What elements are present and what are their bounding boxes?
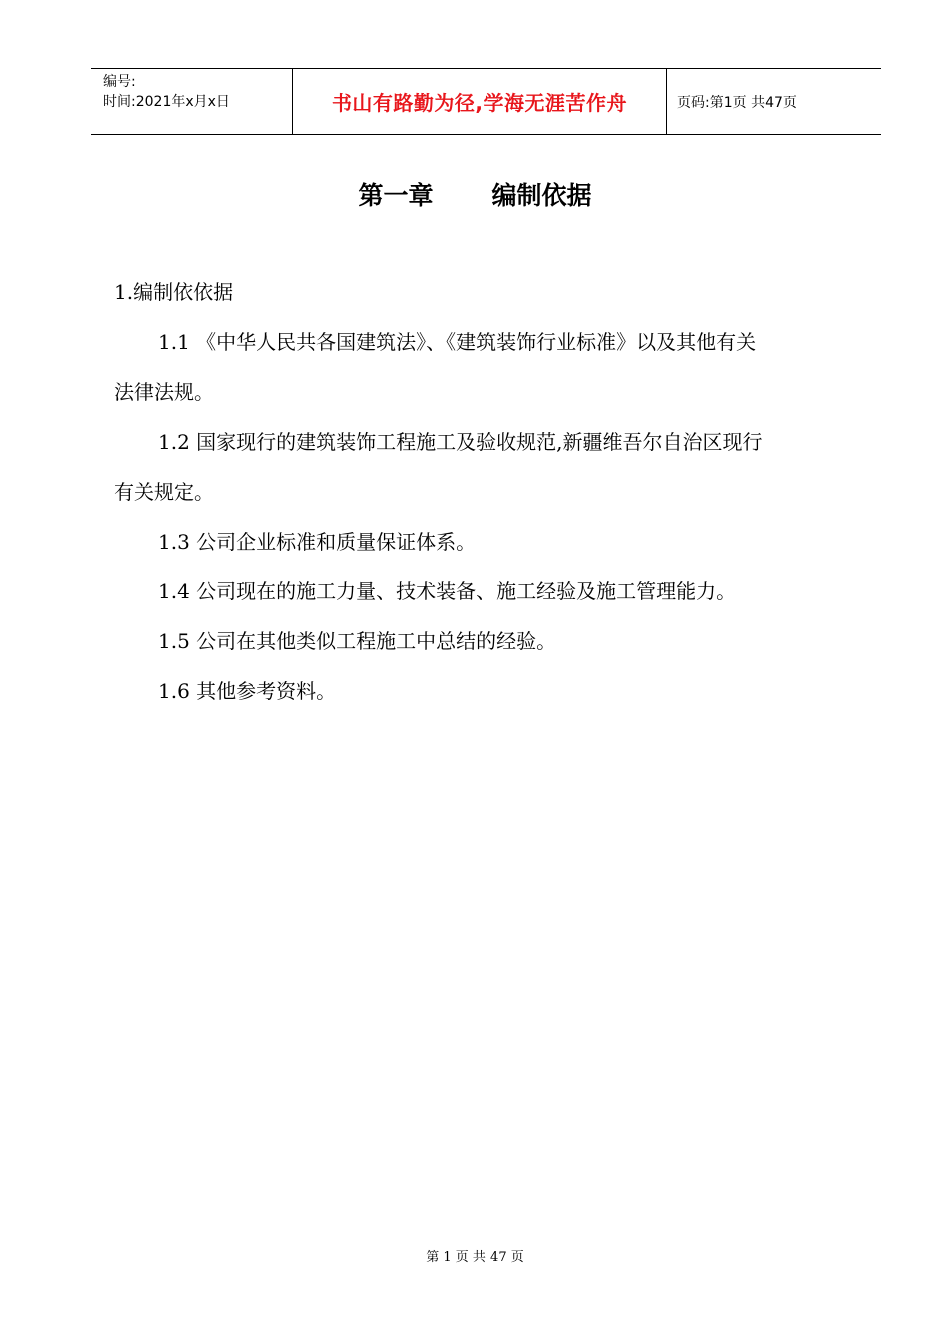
list-item-1-1-cont: 法律法规。	[114, 380, 214, 404]
page-header	[91, 68, 881, 135]
header-motto-cell	[293, 69, 667, 134]
chapter-number: 第一章	[358, 181, 434, 210]
section-heading: 1.编制依依据	[114, 280, 234, 304]
list-item-1-5: 1.5 公司在其他类似工程施工中总结的经验。	[158, 629, 557, 653]
list-item-1-2-cont: 有关规定。	[114, 480, 214, 504]
list-item-1-6: 1.6 其他参考资料。	[158, 679, 337, 703]
list-item-1-2: 1.2 国家现行的建筑装饰工程施工及验收规范,新疆维吾尔自治区现行	[158, 430, 763, 454]
chapter-title	[0, 176, 950, 212]
header-number-label: 编号:	[103, 74, 136, 90]
header-page-cell	[667, 69, 881, 134]
header-meta	[91, 69, 293, 134]
chapter-name: 编制依据	[491, 181, 592, 210]
list-item-1-3: 1.3 公司企业标准和质量保证体系。	[158, 530, 477, 554]
page-footer: 第 1 页 共 47 页	[426, 1250, 524, 1265]
header-page-info: 页码:第1页 共47页	[677, 94, 797, 111]
list-item-1-4: 1.4 公司现在的施工力量、技术装备、施工经验及施工管理能力。	[158, 579, 737, 603]
header-time-label: 时间:2021年x月x日	[103, 94, 230, 110]
list-item-1-1: 1.1 《中华人民共各国建筑法》、《建筑装饰行业标准》以及其他有关	[158, 330, 757, 354]
header-motto: 书山有路勤为径,学海无涯苦作舟	[331, 91, 628, 115]
